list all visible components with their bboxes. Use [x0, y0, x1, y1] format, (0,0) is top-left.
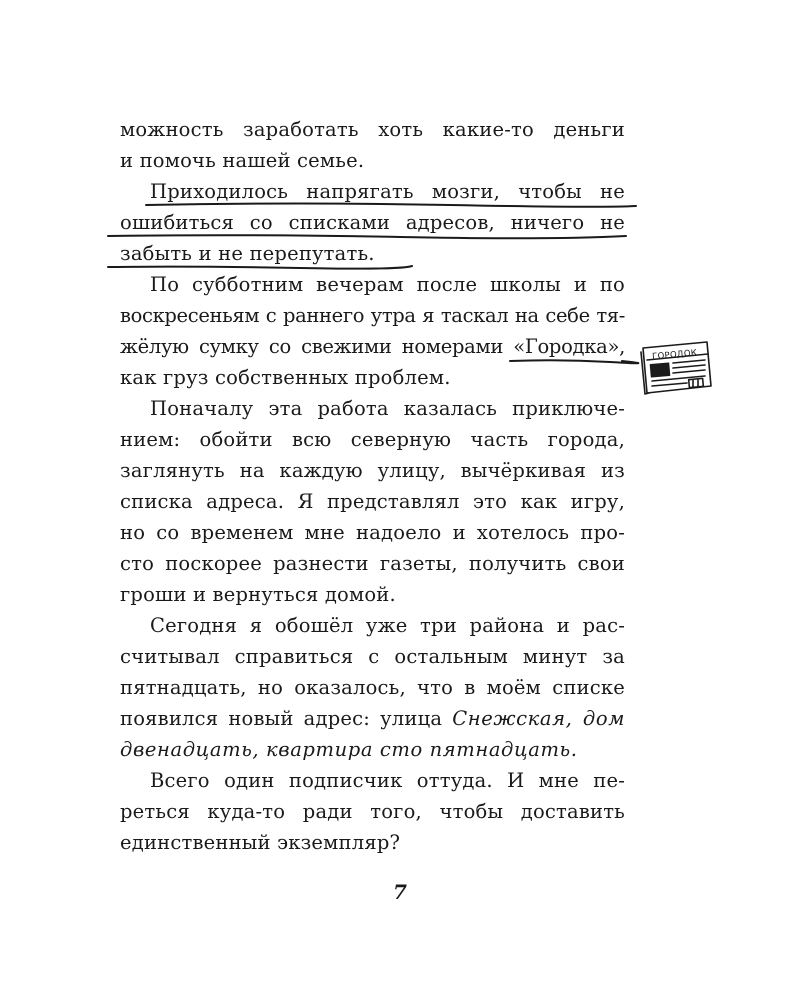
address-apartment: двенадцать, квартира сто пятнадцать.: [120, 738, 578, 761]
body-text: [120, 114, 625, 858]
newspaper-title: ГОРОДОК: [651, 348, 698, 363]
p4-line5: но со временем мне надоело и хотелось про-: [120, 521, 625, 544]
gorodok-reference: «Городка»: [513, 335, 620, 358]
p5-line1: Сегодня я обошёл уже три района и рас-: [150, 614, 625, 637]
p3-line3-comma: ,: [619, 335, 625, 358]
p4-line4: списка адреса. Я представлял это как игру,: [120, 490, 625, 513]
p2-line1-text: Приходилось напрягать мозги, чтобы не: [150, 180, 625, 203]
p5-line3: пятнадцать, но оказалось, что в моём списке: [120, 676, 625, 699]
p5-line5: [120, 734, 625, 765]
p2-line2: ошибиться со списками адресов, ничего не: [120, 211, 625, 234]
p5-line4: [120, 703, 625, 734]
p2-line1: [120, 176, 625, 207]
p1-line2: и помочь нашей семье.: [120, 149, 365, 172]
p3-line2: воскресеньям с раннего утра я таскал на себе тя-: [120, 304, 625, 327]
newspaper-icon: [637, 340, 715, 396]
p5-line2: считывал справиться с остальным минут за: [120, 645, 625, 668]
p6-line1: Всего один подписчик оттуда. И мне пе-: [150, 769, 625, 792]
p3-line3-text: жёлую сумку со свежими номерами: [120, 335, 514, 358]
p4-line6: сто поскорее разнести газеты, получить свои: [120, 552, 625, 575]
p6-line2: реться куда-то ради того, чтобы доставить: [120, 800, 625, 823]
p6-line3: единственный экземпляр?: [120, 831, 401, 854]
p4-line7: гроши и вернуться домой.: [120, 583, 396, 606]
p2-line3: забыть и не перепутать.: [120, 242, 375, 265]
p5-line4-text: появился новый адрес: улица: [120, 707, 453, 730]
p3-line3: [120, 331, 625, 362]
p3-line1: По субботним вечерам после школы и по: [150, 273, 625, 296]
p1-line1: можность заработать хоть какие-то деньги: [120, 118, 625, 141]
p3-line4: как груз собственных проблем.: [120, 366, 451, 389]
p4-line3: заглянуть на каждую улицу, вычёркивая из: [120, 459, 625, 482]
page-number: 7: [393, 880, 407, 904]
address-street: Снежская, дом: [452, 707, 625, 730]
p4-line1: Поначалу эта работа казалась приключе-: [150, 397, 625, 420]
p4-line2: нием: обойти всю северную часть города,: [120, 428, 625, 451]
